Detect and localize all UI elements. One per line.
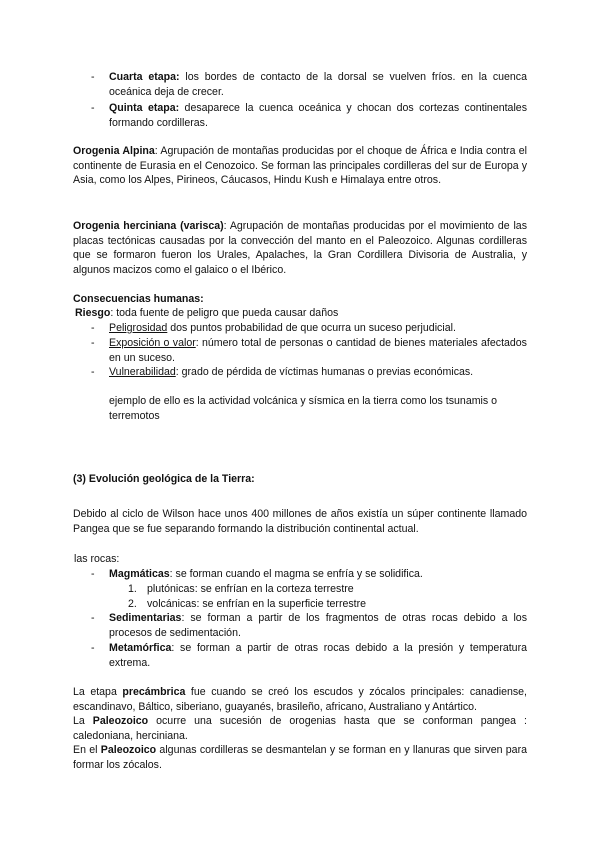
list-item — [91, 70, 527, 99]
etapa-title: Quinta etapa: — [109, 102, 180, 114]
list-dash: - — [91, 568, 95, 580]
precambrica-paragraph: La etapa precámbrica fue cuando se creó los escudos y zócalos principales: canadiense, escandinavo, Báltico, siberiano, guayanés, brasileño, africano, Australiano y Antártico. — [73, 686, 527, 713]
paleozoico-paragraph: La Paleozoico ocurre una sucesión de orogenias hasta que se conforman pangea : caledoniana, herciniana. — [73, 715, 527, 742]
list-item: - Sedimentarias: se forman a partir de los fragmentos de otras rocas debido a los procesos de sedimentación. — [91, 612, 527, 639]
list-dash: - — [91, 337, 95, 349]
consecuencias-heading: Consecuencias humanas: — [73, 293, 204, 305]
orogenia-alpina-title: Orogenia Alpina — [73, 145, 155, 157]
list-dash: - — [91, 366, 95, 378]
term: Peligrosidad — [109, 322, 168, 334]
orogenia-herciniana-paragraph: Orogenia herciniana (varisca): Agrupación de montañas producidas por el movimiento de las placas tectónicas causadas por la convección del manto en el Paleozoico. Algunas cordilleras que se formaron fueron los Urales, Apalaches, la Gran Cordillera Divisoria de Australia, y algunos macizos como el galaico o el Ibérico. — [73, 220, 527, 276]
term: Metamórfica — [109, 642, 172, 654]
etapa-title: Cuarta etapa: — [109, 71, 180, 83]
evolucion-intro: Debido al ciclo de Wilson hace unos 400 millones de años existía un súper continente llamado Pangea que se fue separando formando la distribución continental actual. — [73, 508, 527, 535]
list-dash: - — [91, 322, 95, 334]
term: Magmáticas — [109, 568, 170, 580]
list-item — [91, 101, 527, 130]
list-item: - Exposición o valor: número total de personas o cantidad de bienes materiales afectados en un suceso. — [91, 337, 527, 364]
list-dash: - — [91, 642, 95, 654]
list-item: 1. plutónicas: se enfrían en la corteza terrestre — [128, 583, 354, 595]
orogenia-alpina-paragraph: Orogenia Alpina: Agrupación de montañas producidas por el choque de África e India contra el continente de Eurasia en el Cenozoico. Se forman las principales cordilleras del sur de Europa y Asia, como los Alpes, Pirineos, Cáucasos, Hindu Kush e Himalaya entre otros. — [73, 145, 527, 187]
evolucion-heading: (3) Evolución geológica de la Tierra: — [73, 473, 255, 485]
paleozoico-paragraph-2: En el Paleozoico algunas cordilleras se desmantelan y se forman en y llanuras que sirven para formar los zócalos. — [73, 744, 527, 771]
list-dash: - — [91, 71, 95, 83]
term: Sedimentarias — [109, 612, 182, 624]
etapa-text: desaparece la cuenca oceánica y chocan dos cortezas continentales formando cordilleras. — [109, 102, 527, 129]
list-item: - Magmáticas: se forman cuando el magma se enfría y se solidifica. — [91, 568, 423, 580]
term: Vulnerabilidad — [109, 366, 176, 378]
list-item: - Peligrosidad dos puntos probabilidad de que ocurra un suceso perjudicial. — [91, 322, 456, 334]
rocas-label: las rocas: — [74, 553, 120, 565]
ejemplo-text: ejemplo de ello es la actividad volcánica y sísmica en la tierra como los tsunamis o terremotos — [109, 395, 498, 422]
list-item: - Metamórfica: se forman a partir de otras rocas debido a la presión y temperatura extrema. — [91, 642, 527, 669]
list-dash: - — [91, 102, 95, 114]
etapa-text: los bordes de contacto de la dorsal se vuelven fríos. en la cuenca oceánica deja de crecer. — [109, 71, 527, 98]
term: Exposición o valor — [109, 337, 196, 349]
list-dash: - — [91, 612, 95, 624]
orogenia-herciniana-title: Orogenia herciniana (varisca) — [73, 220, 224, 232]
riesgo-definition: Riesgo: toda fuente de peligro que pueda causar daños — [75, 307, 339, 319]
list-item: - Vulnerabilidad: grado de pérdida de víctimas humanas o previas económicas. — [91, 366, 474, 378]
list-item: 2. volcánicas: se enfrían en la superficie terrestre — [128, 598, 367, 610]
